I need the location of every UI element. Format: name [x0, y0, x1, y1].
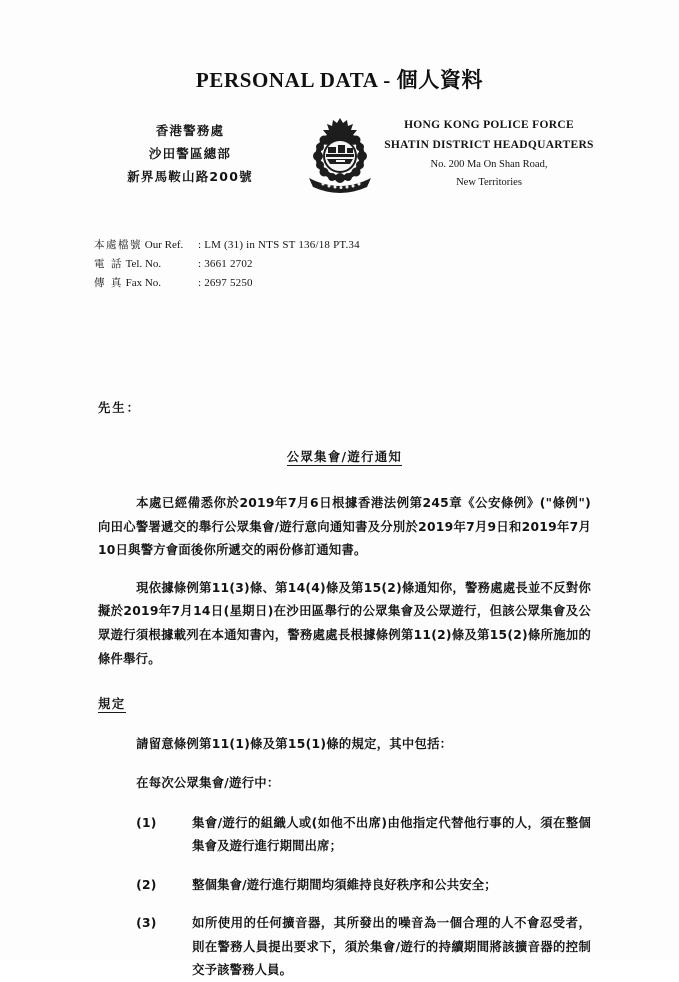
- tel-label: [94, 255, 198, 274]
- section-heading-text: 規定: [98, 697, 126, 712]
- our-ref-value: : LM (31) in NTS ST 136/18 PT.34: [198, 239, 360, 251]
- our-ref-label-zh: 本處檔號: [94, 239, 142, 251]
- letterhead-zh-line-2: 沙田警區總部: [148, 146, 232, 162]
- clause-text: 如所使用的任何擴音器，其所發出的噪音為一個合理的人不會忍受者，則在警務人員提出要求下，須於集會/遊行的持續期間將該擴音器的控制交予該警務人員。: [192, 916, 591, 978]
- reference-row-tel: [94, 255, 679, 274]
- tel-label-en: Tel. No.: [125, 257, 162, 270]
- clause-text: 整個集會/遊行進行期間均須維持良好秩序和公共安全；: [192, 877, 497, 892]
- letterhead-english-address: [382, 116, 597, 192]
- reference-row-our-ref: [94, 236, 679, 255]
- clause-list: [98, 812, 591, 982]
- clause-number: (1): [136, 816, 157, 831]
- paragraph-2: 現依據條例第11(3)條、第14(4)條及第15(2)條通知你，警務處處長並不反對你擬於2019年7月14日(星期日)在沙田區舉行的公眾集會及公眾遊行，但該公眾集會及公眾遊行須根據載列在本通知書內，警務處處長根據條例第11(2)條及第15(2)條所施加的條件舉行。: [98, 580, 591, 666]
- section-intro: 請留意條例第11(1)條及第15(1)條的規定，其中包括：: [136, 736, 453, 751]
- clause-number: (3): [136, 916, 157, 931]
- our-ref-label-en: Our Ref.: [144, 239, 184, 251]
- page-title: PERSONAL DATA - 個人資料: [195, 68, 484, 92]
- letterhead: [0, 116, 679, 194]
- list-item: [136, 912, 591, 982]
- salutation: 先生：: [98, 400, 141, 415]
- section-heading-requirements: [98, 693, 591, 717]
- subject-line: [98, 446, 591, 470]
- letterhead-zh-line-3: 新界馬鞍山路200號: [127, 169, 253, 185]
- reference-row-fax: [94, 274, 679, 293]
- clause-number: (2): [136, 877, 157, 892]
- clause-text: 集會/遊行的組織人或(如他不出席)由他指定代替他行事的人，須在整個集會及遊行進行期間出席；: [192, 816, 591, 854]
- fax-value: : 2697 5250: [198, 276, 253, 289]
- tel-value: : 3661 2702: [198, 257, 253, 270]
- our-ref-label: [94, 236, 198, 255]
- letterhead-en-line-2: SHATIN DISTRICT HEADQUARTERS: [384, 138, 594, 151]
- letterhead-en-line-4: New Territories: [456, 176, 522, 188]
- hong-kong-police-crest-icon: [298, 116, 382, 194]
- letterhead-zh-line-1: 香港警務處: [155, 123, 225, 138]
- section-subheading: 在每次公眾集會/遊行中：: [136, 776, 280, 791]
- letterhead-en-line-1: HONG KONG POLICE FORCE: [404, 119, 574, 131]
- paragraph-1: 本處已經備悉你於2019年7月6日根據香港法例第245章《公安條例》("條例")向田心警署遞交的舉行公眾集會/遊行意向通知書及分別於2019年7月9日和2019年7月10日與警方會面後你所遞交的兩份修訂通知書。: [98, 495, 591, 558]
- list-item: [136, 874, 591, 898]
- tel-label-zh: 電 話: [94, 257, 123, 270]
- letterhead-chinese-address: [83, 116, 298, 188]
- letterhead-en-line-3: No. 200 Ma On Shan Road,: [430, 158, 548, 170]
- fax-label-zh: 傳 真: [94, 276, 123, 289]
- fax-label-en: Fax No.: [125, 276, 162, 289]
- reference-block: [0, 236, 679, 293]
- list-item: [136, 812, 591, 859]
- subject-text: 公眾集會/遊行通知: [286, 450, 403, 465]
- fax-label: [94, 274, 198, 293]
- letter-body: [0, 397, 679, 982]
